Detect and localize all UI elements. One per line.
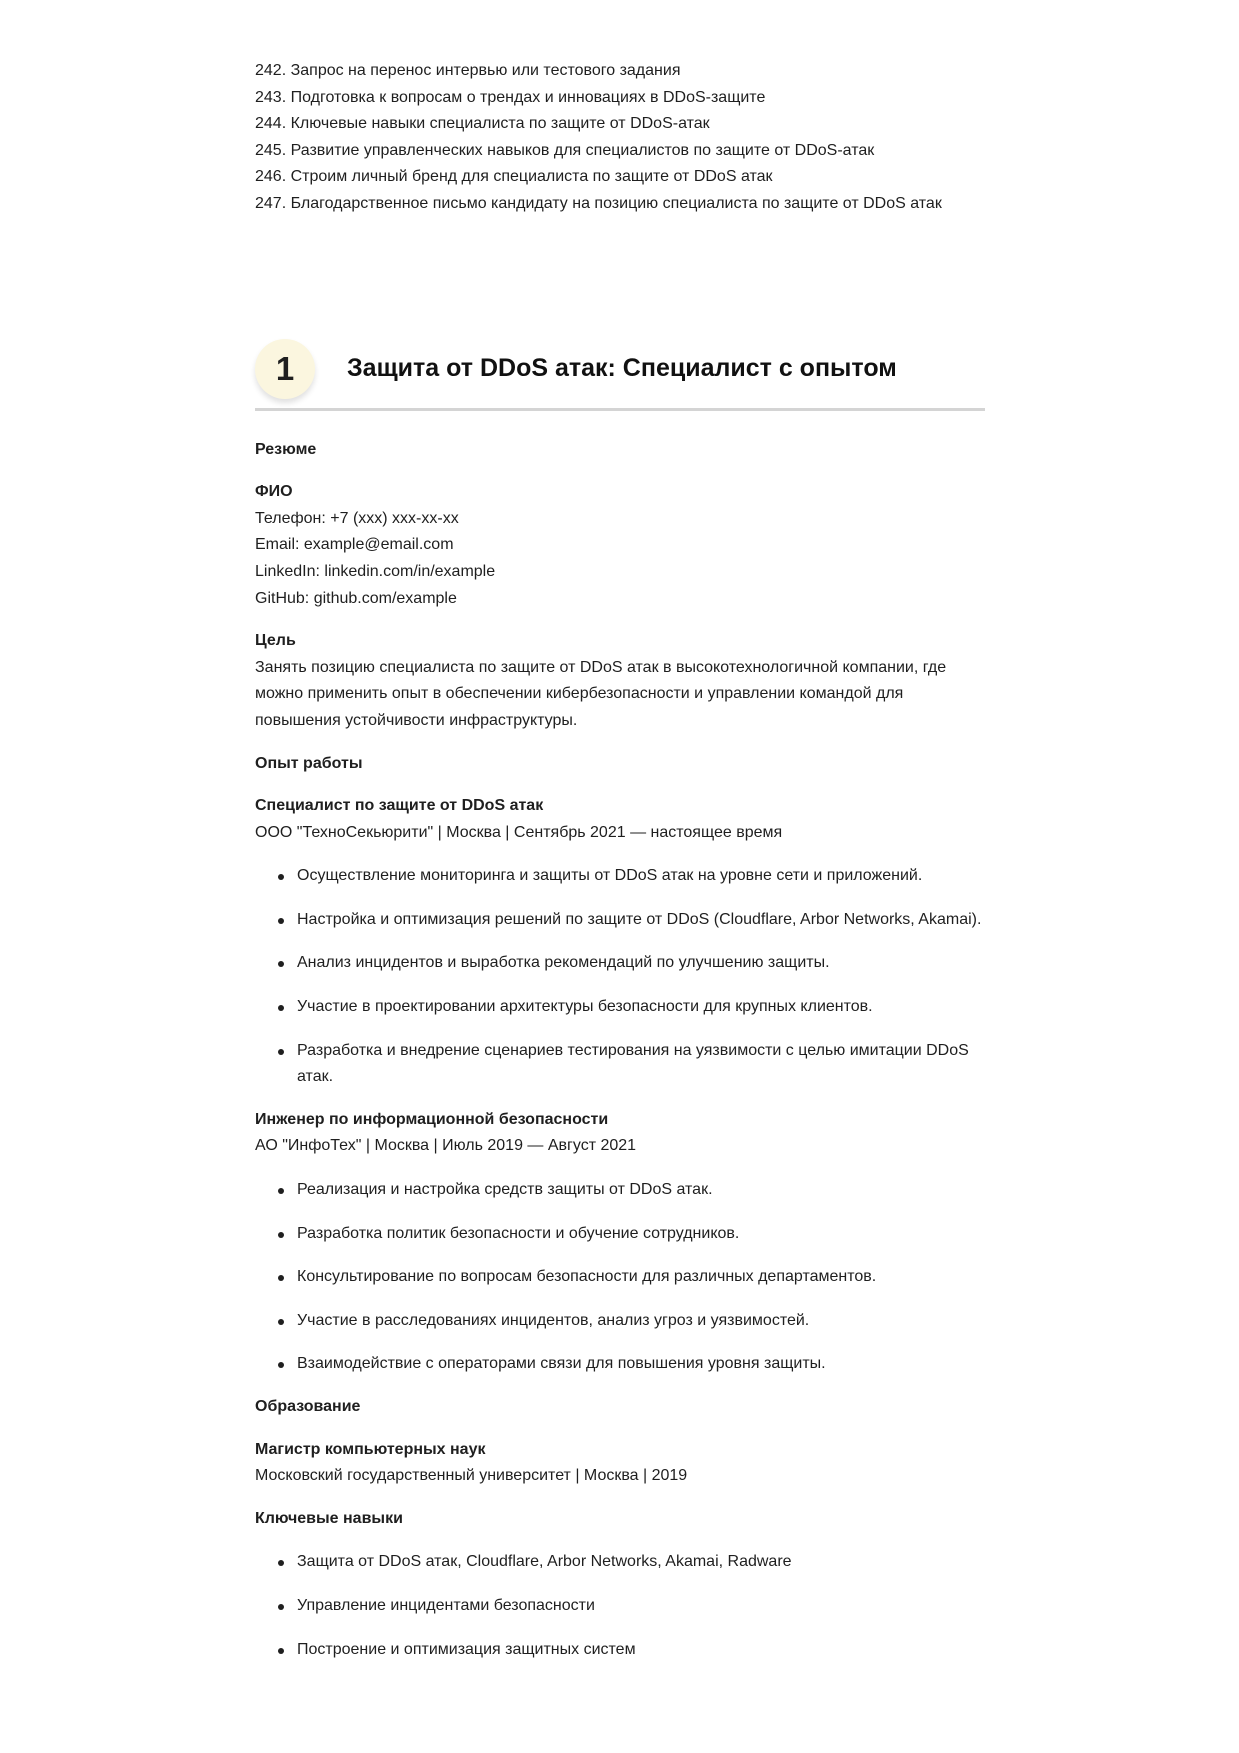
list-item-text: Анализ инцидентов и выработка рекомендаций по улучшению защиты. [297, 954, 830, 972]
bullet-icon [278, 1049, 284, 1055]
goal-text: Занять позицию специалиста по защите от DDoS атак в высокотехнологичной компании, где можно применить опыт в обеспечении кибербезопасности и управлении командой для повышения устойчивости инфраструктуры. [255, 658, 947, 729]
skills-label: Ключевые навыки [255, 1509, 403, 1527]
list-item [297, 907, 985, 934]
bullet-icon [278, 1188, 284, 1194]
skills-list [255, 1549, 985, 1663]
email-line: Email: example@email.com [255, 536, 454, 554]
toc-item: 245. Развитие управленческих навыков для специалистов по защите от DDoS-атак [255, 141, 875, 159]
bullet-icon [278, 961, 284, 967]
resume-label: Резюме [255, 440, 317, 458]
contact-block [255, 479, 985, 612]
bullet-icon [278, 1319, 284, 1325]
list-item [297, 994, 985, 1021]
bullet-icon [278, 1648, 284, 1654]
toc-item: 243. Подготовка к вопросам о трендах и инновациях в DDoS-защите [255, 88, 766, 106]
education-label: Образование [255, 1398, 361, 1415]
document-content [255, 58, 985, 1663]
degree-title: Магистр компьютерных наук [255, 1440, 486, 1458]
toc-item: 246. Строим личный бренд для специалиста по защите от DDoS атак [255, 168, 773, 186]
list-item [297, 1593, 985, 1620]
goal-label: Цель [255, 632, 296, 650]
job-entry [255, 1107, 985, 1378]
list-item [297, 1177, 985, 1204]
bullet-icon [278, 1275, 284, 1281]
bullet-icon [278, 1560, 284, 1566]
job-meta: ООО "ТехноСекьюрити" | Москва | Сентябрь 2021 — настоящее время [255, 823, 783, 841]
list-item [297, 1637, 985, 1664]
toc-item: 247. Благодарственное письмо кандидату на позицию специалиста по защите от DDoS атак [255, 194, 942, 212]
list-item [297, 1308, 985, 1335]
education-entry [255, 1437, 985, 1490]
bullet-icon [278, 1232, 284, 1238]
list-item-text: Разработка и внедрение сценариев тестирования на уязвимости с целью имитации DDoS атак. [297, 1041, 969, 1086]
bullet-icon [278, 1604, 284, 1610]
list-item-text: Участие в расследованиях инцидентов, анализ угроз и уязвимостей. [297, 1311, 810, 1329]
chapter-header [255, 334, 985, 411]
list-item [297, 1264, 985, 1291]
job-title: Инженер по информационной безопасности [255, 1110, 609, 1128]
list-item-text: Осуществление мониторинга и защиты от DDoS атак на уровне сети и приложений. [297, 867, 923, 885]
bullet-icon [278, 918, 284, 924]
bullet-icon [278, 874, 284, 880]
list-item [297, 1038, 985, 1091]
education-meta: Московский государственный университет | Москва | 2019 [255, 1467, 688, 1485]
github-line: GitHub: github.com/example [255, 589, 457, 607]
bullet-icon [278, 1362, 284, 1368]
toc-item: 244. Ключевые навыки специалиста по защите от DDoS-атак [255, 115, 710, 133]
list-item-text: Реализация и настройка средств защиты от DDoS атак. [297, 1181, 713, 1199]
list-item-text: Настройка и оптимизация решений по защите от DDoS (Cloudflare, Arbor Networks, Akamai). [297, 910, 982, 928]
list-item-text: Защита от DDoS атак, Cloudflare, Arbor Networks, Akamai, Radware [297, 1553, 792, 1571]
list-item-text: Взаимодействие с операторами связи для повышения уровня защиты. [297, 1355, 826, 1373]
list-item-text: Разработка политик безопасности и обучение сотрудников. [297, 1224, 740, 1242]
experience-label: Опыт работы [255, 754, 363, 772]
table-of-contents [255, 58, 985, 218]
job-duties-list [255, 863, 985, 1091]
list-item-text: Участие в проектировании архитектуры безопасности для крупных клиентов. [297, 998, 873, 1016]
linkedin-line: LinkedIn: linkedin.com/in/example [255, 562, 496, 580]
list-item [297, 950, 985, 977]
list-item-text: Управление инцидентами безопасности [297, 1596, 595, 1614]
job-meta: АО "ИнфоТех" | Москва | Июль 2019 — Август 2021 [255, 1137, 637, 1155]
list-item-text: Построение и оптимизация защитных систем [297, 1640, 636, 1658]
chapter-number-badge: 1 [255, 339, 315, 399]
job-title: Специалист по защите от DDoS атак [255, 797, 544, 815]
job-duties-list [255, 1177, 985, 1378]
name-label: ФИО [255, 483, 293, 501]
phone-line: Телефон: +7 (xxx) xxx-xx-xx [255, 509, 459, 527]
list-item [297, 1221, 985, 1248]
list-item-text: Консультирование по вопросам безопасности для различных департаментов. [297, 1268, 877, 1286]
toc-item: 242. Запрос на перенос интервью или тестового задания [255, 62, 681, 79]
list-item [297, 863, 985, 890]
job-entry [255, 793, 985, 1091]
goal-block [255, 628, 985, 734]
list-item [297, 1549, 985, 1576]
chapter-title: Защита от DDoS атак: Специалист с опытом [347, 354, 897, 383]
bullet-icon [278, 1005, 284, 1011]
list-item [297, 1351, 985, 1378]
